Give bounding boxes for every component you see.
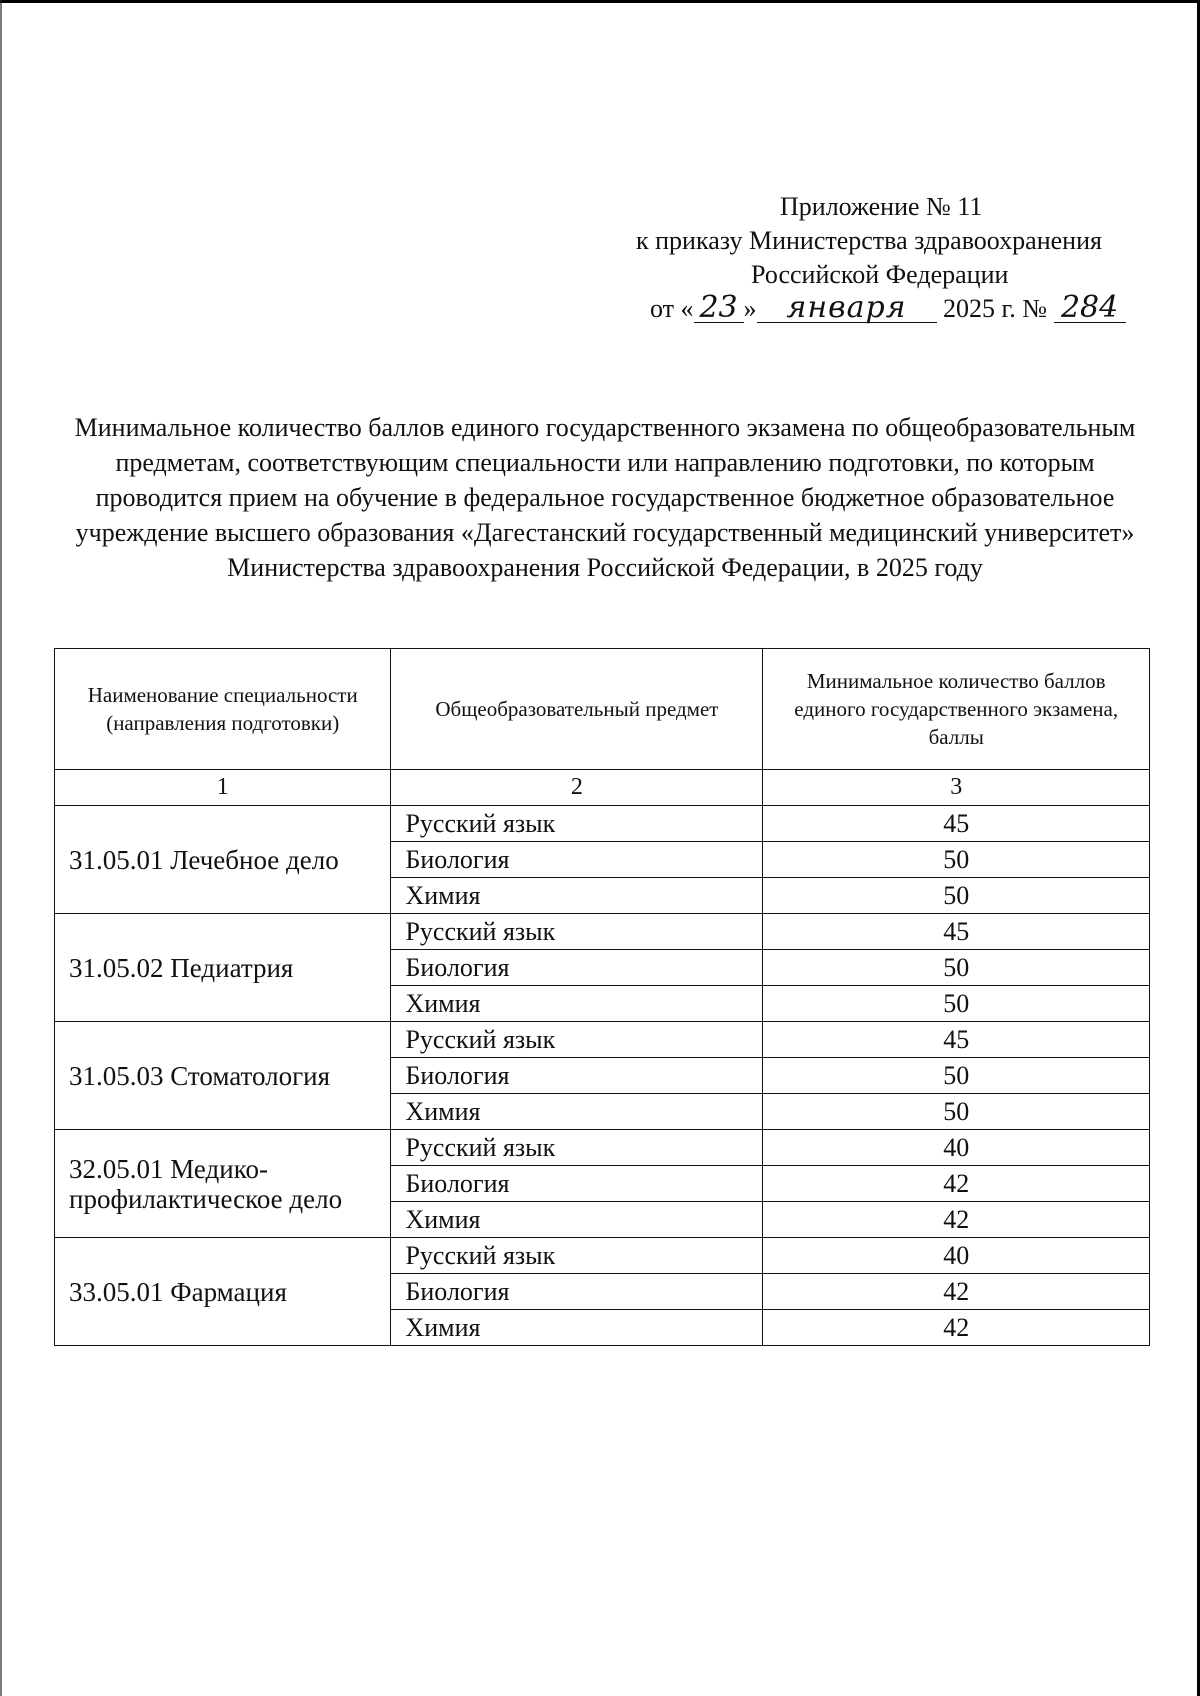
subject-cell: Биология [391,1274,763,1310]
score-cell: 45 [763,914,1150,950]
subject-cell: Русский язык [391,1238,763,1274]
specialty-cell: 32.05.01 Медико-профилактическое дело [55,1130,391,1238]
table-row [55,1022,1150,1058]
column-number-row [55,770,1150,806]
score-cell: 42 [763,1166,1150,1202]
subject-cell: Русский язык [391,1022,763,1058]
subject-cell: Химия [391,1310,763,1346]
table-header-row [55,649,1150,770]
subject-cell: Биология [391,1058,763,1094]
subject-cell: Химия [391,1202,763,1238]
order-reference: к приказу Министерства здравоохранения [636,226,1102,255]
score-cell: 42 [763,1274,1150,1310]
score-cell: 45 [763,806,1150,842]
subject-cell: Биология [391,842,763,878]
score-cell: 50 [763,842,1150,878]
header-subject: Общеобразовательный предмет [391,649,763,770]
subject-cell: Химия [391,986,763,1022]
appendix-header [610,190,1180,326]
subject-cell: Биология [391,950,763,986]
subject-cell: Русский язык [391,914,763,950]
handwritten-order-number: 284 [1054,294,1126,323]
score-cell: 50 [763,1058,1150,1094]
subject-cell: Русский язык [391,1130,763,1166]
date-prefix: от « [650,294,694,323]
specialty-cell: 31.05.02 Педиатрия [55,914,391,1022]
date-year: 2025 г. № [943,294,1048,323]
subject-cell: Русский язык [391,806,763,842]
date-quote-close: » [743,294,757,323]
appendix-number: Приложение № 11 [780,192,983,221]
table-row [55,1130,1150,1166]
score-cell: 50 [763,986,1150,1022]
column-number: 3 [763,770,1150,806]
subject-cell: Химия [391,878,763,914]
header-specialty: Наименование специальности (направления подготовки) [55,649,391,770]
score-cell: 42 [763,1202,1150,1238]
score-cell: 50 [763,950,1150,986]
table-row [55,806,1150,842]
handwritten-month: января [757,294,937,323]
specialty-cell: 31.05.03 Стоматология [55,1022,391,1130]
specialty-cell: 33.05.01 Фармация [55,1238,391,1346]
scan-edge-left [0,0,2,1696]
document-title: Минимальное количество баллов единого государственного экзамена по общеобразовательным предметам, соответствующим специальности или направлению подготовки, по которым проводится прием на обучение в федеральное государственное бюджетное образовательное учреждение высшего образования «Дагестанский государственный медицинский университет» Министерства здравоохранения Российской Федерации, в 2025 году [74,413,1136,582]
score-cell: 45 [763,1022,1150,1058]
handwritten-day: 23 [694,294,744,323]
header-min-score: Минимальное количество баллов единого государственного экзамена, баллы [763,649,1150,770]
order-date-line [610,292,1180,326]
score-cell: 50 [763,1094,1150,1130]
score-cell: 40 [763,1130,1150,1166]
column-number: 1 [55,770,391,806]
table-row [55,914,1150,950]
score-cell: 50 [763,878,1150,914]
specialty-cell: 31.05.01 Лечебное дело [55,806,391,914]
table-row [55,1238,1150,1274]
score-cell: 42 [763,1310,1150,1346]
subject-cell: Химия [391,1094,763,1130]
scores-table [54,648,1150,1346]
ministry-name: Российской Федерации [751,260,1009,289]
score-cell: 40 [763,1238,1150,1274]
scan-edge-top [0,0,1200,3]
subject-cell: Биология [391,1166,763,1202]
column-number: 2 [391,770,763,806]
